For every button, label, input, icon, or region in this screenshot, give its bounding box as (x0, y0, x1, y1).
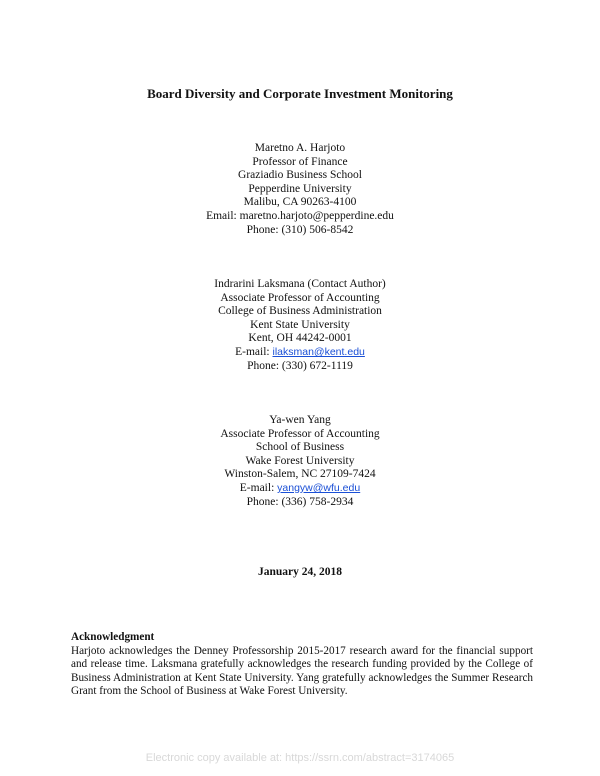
email-label: E-mail: (239, 481, 278, 494)
email-label: Email: (206, 209, 240, 222)
author-position: Associate Professor of Accounting (220, 427, 380, 440)
author-school: College of Business Administration (218, 305, 382, 318)
paper-title: Board Diversity and Corporate Investment Monitoring (147, 86, 453, 101)
author-school: Graziadio Business School (238, 169, 362, 182)
author-block-1 (0, 142, 600, 237)
author-address: Malibu, CA 90263-4100 (243, 196, 357, 209)
acknowledgment-text: Harjoto acknowledges the Denney Professorship 2015-2017 research award for the financial support and release time. Laksmana gratefully acknowledges the research funding provided by the College of Business Administration at Kent State University. Yang gratefully acknowledges the Summer Research Grant from the School of Business at Wake Forest University. (71, 644, 533, 697)
author-email-link[interactable]: yangyw@wfu.edu (277, 481, 361, 494)
ssrn-footer: Electronic copy available at: https://ssrn.com/abstract=3174065 (145, 752, 455, 764)
author-name: Maretno A. Harjoto (254, 142, 346, 154)
author-phone: Phone: (310) 506-8542 (246, 223, 354, 236)
author-school: School of Business (255, 441, 345, 454)
author-email: maretno.harjoto@pepperdine.edu (239, 209, 394, 222)
author-block-3 (0, 414, 600, 509)
author-address: Kent, OH 44242-0001 (248, 332, 352, 345)
author-name: Indrarini Laksmana (Contact Author) (214, 278, 386, 290)
author-block-2 (0, 278, 600, 373)
author-address: Winston-Salem, NC 27109-7424 (224, 468, 376, 481)
author-email-line (0, 210, 600, 224)
author-phone: Phone: (336) 758-2934 (246, 495, 354, 508)
author-email-link[interactable]: ilaksman@kent.edu (272, 345, 365, 358)
acknowledgment-section (71, 631, 533, 699)
author-university: Kent State University (250, 318, 350, 331)
author-email-line (0, 482, 600, 496)
acknowledgment-heading: Acknowledgment (71, 631, 155, 643)
author-phone: Phone: (330) 672-1119 (247, 359, 353, 372)
author-email-line (0, 346, 600, 360)
author-university: Pepperdine University (248, 182, 352, 195)
author-name: Ya-wen Yang (269, 414, 331, 426)
author-position: Associate Professor of Accounting (220, 291, 380, 304)
email-label: E-mail: (235, 345, 273, 358)
author-position: Professor of Finance (252, 155, 348, 168)
paper-date: January 24, 2018 (257, 566, 343, 578)
author-university: Wake Forest University (245, 454, 355, 467)
